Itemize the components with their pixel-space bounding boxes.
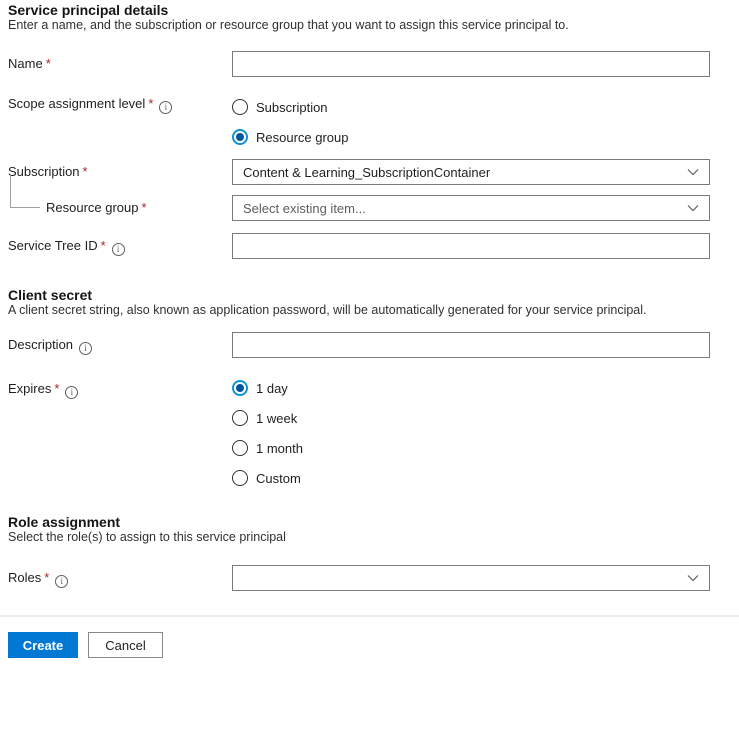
- section-title-client-secret: Client secret: [8, 287, 93, 303]
- resource-group-dropdown-placeholder: Select existing item...: [243, 200, 366, 216]
- resource-group-label-cell: [8, 195, 232, 215]
- name-input[interactable]: [232, 51, 710, 77]
- expires-label-cell: [8, 376, 232, 397]
- service-tree-id-label-cell: [8, 233, 232, 254]
- section-title-service-principal-details: Service principal details: [8, 2, 169, 18]
- radio-option-custom[interactable]: [232, 468, 710, 488]
- name-label: Name: [8, 56, 43, 71]
- radio-option-1-day[interactable]: [232, 378, 710, 398]
- radio-label: Resource group: [256, 129, 349, 145]
- chevron-down-icon: [687, 574, 699, 582]
- roles-label: Roles: [8, 570, 42, 585]
- footer-divider: [0, 615, 739, 617]
- radio-icon: [232, 410, 248, 426]
- resource-group-label: Resource group: [46, 200, 139, 215]
- name-row: [8, 51, 710, 77]
- radio-label: Subscription: [256, 99, 328, 115]
- radio-option-1-week[interactable]: [232, 408, 710, 428]
- expires-radio-group: [232, 376, 710, 488]
- required-asterisk: *: [100, 238, 106, 253]
- info-icon[interactable]: [55, 575, 68, 588]
- roles-label-cell: [8, 565, 232, 586]
- scope-assignment-level-row: [8, 91, 710, 147]
- radio-icon: [232, 129, 248, 145]
- radio-option-resource-group[interactable]: [232, 127, 710, 147]
- required-asterisk: *: [148, 96, 154, 111]
- chevron-down-icon: [687, 204, 699, 212]
- required-asterisk: *: [45, 56, 51, 71]
- info-icon[interactable]: [79, 342, 92, 355]
- radio-icon: [232, 440, 248, 456]
- radio-label: 1 week: [256, 410, 298, 426]
- chevron-down-icon: [687, 168, 699, 176]
- service-tree-id-label: Service Tree ID: [8, 238, 98, 253]
- subscription-label: Subscription: [8, 164, 80, 179]
- required-asterisk: *: [54, 381, 60, 396]
- expires-row: [8, 376, 710, 488]
- info-icon[interactable]: [159, 101, 172, 114]
- tree-connector-line: [10, 175, 40, 208]
- service-tree-id-row: [8, 233, 710, 259]
- name-label-cell: [8, 51, 232, 71]
- radio-option-subscription[interactable]: [232, 97, 710, 117]
- scope-radio-group: [232, 91, 710, 147]
- roles-row: [8, 565, 710, 591]
- radio-option-1-month[interactable]: [232, 438, 710, 458]
- roles-dropdown[interactable]: [232, 565, 710, 591]
- info-icon[interactable]: [112, 243, 125, 256]
- cancel-button[interactable]: Cancel: [88, 632, 163, 658]
- radio-icon: [232, 99, 248, 115]
- create-button[interactable]: Create: [8, 632, 78, 658]
- service-tree-id-input[interactable]: [232, 233, 710, 259]
- radio-label: 1 month: [256, 440, 303, 456]
- scope-assignment-level-label-cell: [8, 91, 232, 112]
- info-icon[interactable]: [65, 386, 78, 399]
- radio-icon: [232, 380, 248, 396]
- required-asterisk: *: [141, 200, 147, 215]
- required-asterisk: *: [82, 164, 88, 179]
- section-title-role-assignment: Role assignment: [8, 514, 121, 530]
- description-input[interactable]: [232, 332, 710, 358]
- radio-icon: [232, 470, 248, 486]
- subscription-dropdown[interactable]: [232, 159, 710, 185]
- footer-actions: [8, 632, 710, 658]
- description-label: Description: [8, 337, 74, 352]
- role-assignment-description: Select the role(s) to assign to this service principal: [8, 530, 286, 544]
- description-label-cell: [8, 332, 232, 353]
- resource-group-dropdown[interactable]: [232, 195, 710, 221]
- radio-label: 1 day: [256, 380, 288, 396]
- radio-label: Custom: [256, 470, 301, 486]
- required-asterisk: *: [44, 570, 50, 585]
- subscription-label-cell: [8, 159, 232, 179]
- service-principal-description: Enter a name, and the subscription or resource group that you want to assign this service principal to.: [8, 18, 569, 32]
- description-row: [8, 332, 710, 358]
- expires-label: Expires: [8, 381, 52, 396]
- subscription-row: [8, 159, 710, 185]
- resource-group-row: [8, 195, 710, 221]
- scope-assignment-level-label: Scope assignment level: [8, 96, 146, 111]
- subscription-dropdown-value: Content & Learning_SubscriptionContainer: [243, 164, 491, 180]
- client-secret-description: A client secret string, also known as application password, will be automatically generated for your service principal.: [8, 303, 647, 317]
